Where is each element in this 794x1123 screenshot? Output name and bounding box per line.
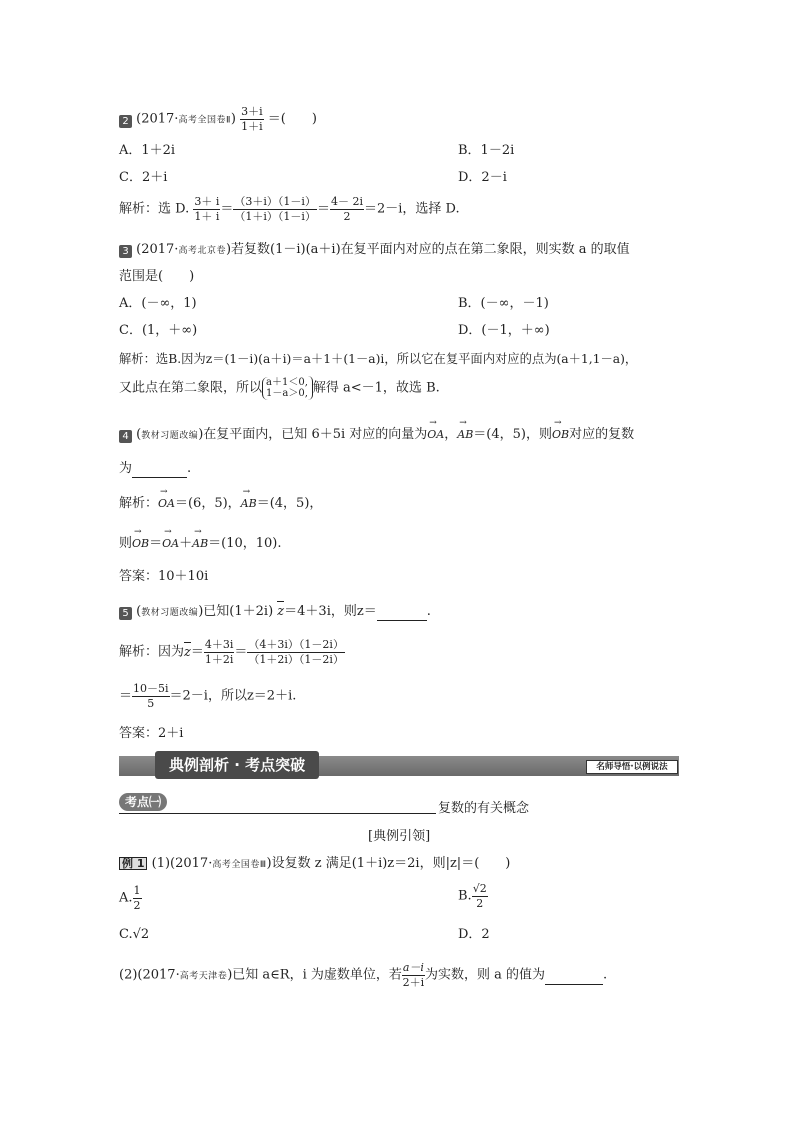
q3-stem-line2: 范围是( ): [119, 269, 195, 284]
q4-answer-blank: [132, 464, 187, 478]
ex1-option-a: A. $\frac{1}{2}$: [119, 884, 141, 912]
ex1-option-d: D．2: [458, 927, 490, 942]
q5-answer: 答案：2＋i: [119, 726, 184, 741]
q2-option-a: A．1＋2i: [119, 143, 176, 158]
q3-inequality-system: a＋1＜0, 1－a＞0,: [262, 377, 308, 400]
q5-number: 5: [119, 607, 132, 620]
q5-solution-line1: 解析：因为z＝ $\frac{4+3i}{1+2i}$ ＝ $\frac{(4+3i)(1-2i)}{(1+2i)(1-2i)}$: [119, 638, 344, 666]
ex1-option-c: C.√2: [119, 927, 150, 942]
kaodian-title: 复数的有关概念: [438, 801, 530, 816]
q2-option-c: C．2＋i: [119, 170, 168, 185]
ex1-answer-blank: [545, 971, 603, 985]
ex1-source: 高考全国卷Ⅲ: [212, 860, 267, 870]
q3-solution-line1: 解析：选B.因为z＝(1－i)(a＋i)＝a＋1＋(1－a)i，所以它在复平面内对应的点为(a＋1,1－a)，: [119, 352, 638, 366]
q2-stem: 2 (2017·高考全国卷Ⅱ) $\frac{3+i}{1+i}$ ＝( ): [119, 106, 317, 132]
q5-stem: 5 (教材习题改编)已知(1＋2i) z＝4＋3i，则z＝ .: [119, 605, 431, 621]
q3-option-d: D．(－1，＋∞): [458, 323, 550, 338]
q2-number: 2: [119, 115, 132, 128]
ex1-badge: 例 1: [119, 857, 147, 870]
ex1-part2: (2)(2017·高考天津卷)已知 a∈R，i 为虚数单位，若 $\frac{a-i}{2+i}$ 为实数，则 a 的值为 .: [119, 961, 608, 989]
q2-fraction: $\frac{3+i}{1+i}$: [241, 105, 263, 133]
q2-option-b: B．1－2i: [458, 143, 515, 158]
q3-option-a: A．(－∞，1): [119, 296, 197, 311]
q4-source: 教材习题改编: [141, 431, 199, 441]
section-title: 典例剖析 · 考点突破: [155, 751, 319, 779]
q4-stem-line1: 4 (教材习题改编)在复平面内，已知 6＋5i 对应的向量为→ OA，→ AB＝(4，5)，则→ OB对应的复数: [119, 428, 634, 443]
ex1-source2: 高考天津卷: [179, 971, 228, 982]
q3-solution-line2: 又此点在第二象限，所以 a＋1＜0, 1－a＞0, 解得 a<－1，故选 B.: [119, 376, 440, 399]
q4-answer: 答案：10＋10i: [119, 569, 209, 584]
q5-solution-line2: ＝ $\frac{10-5i}{5}$ ＝2－i，所以z＝2＋i.: [119, 682, 297, 710]
q3-option-b: B．(－∞，－1): [458, 296, 549, 311]
q5-source: 教材习题改编: [141, 608, 199, 618]
q3-option-c: C．(1，＋∞): [119, 323, 198, 338]
q3-stem-line1: 3 (2017·高考北京卷)若复数(1－i)(a＋i)在复平面内对应的点在第二象限，则实数 a 的取值: [119, 243, 630, 258]
q2-option-d: D．2－i: [458, 170, 507, 185]
ex1-part1: 例 1 (1)(2017·高考全国卷Ⅲ)设复数 z 满足(1＋i)z＝2i，则|z|＝( ): [119, 857, 510, 870]
q3-number: 3: [119, 245, 132, 258]
q4-stem-line2: 为 .: [119, 461, 192, 476]
section-subtitle: 名师导悟·以例说法: [586, 760, 678, 774]
q4-solution-line1: 解析：→ OA＝(6，5)，→ AB＝(4，5)，: [119, 497, 322, 510]
q2-source: 高考全国卷Ⅱ: [178, 115, 231, 126]
q2-solution: 解析：选 D. $\frac{3+ i}{1+ i}$ ＝ $\frac{(3+i)(1-i)}{(1+i)(1-i)}$ ＝ $\frac{4- 2i}{2}$ ＝2－i，选择 D.: [119, 195, 460, 223]
q4-number: 4: [119, 430, 132, 443]
kaodian-badge: 考点㈠: [119, 793, 167, 811]
q5-answer-blank: [377, 607, 427, 621]
example-heading: [典例引领]: [368, 829, 431, 844]
kaodian-rule: [119, 813, 436, 814]
q3-source: 高考北京卷: [178, 246, 226, 256]
ex1-option-b: B. $\frac{√2}{2}$: [458, 882, 487, 910]
q4-solution-line2: 则→ OB＝→ OA＋→ AB＝(10，10).: [119, 537, 282, 550]
